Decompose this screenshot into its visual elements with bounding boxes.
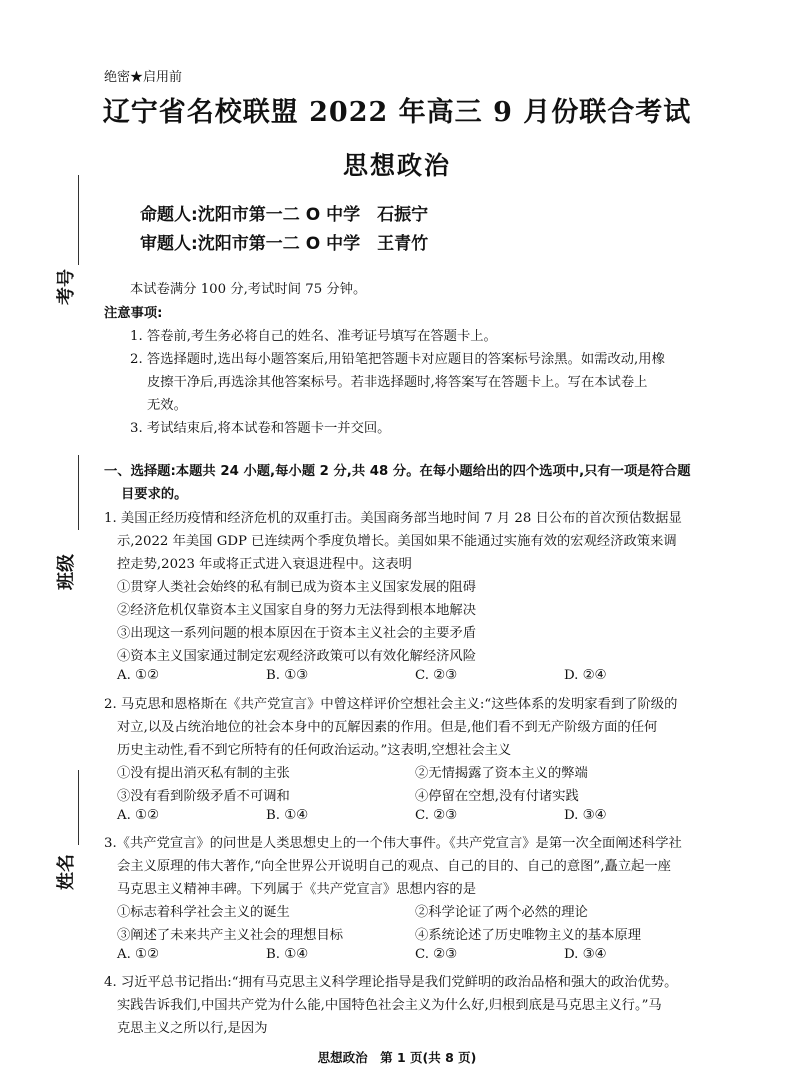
q1-choice-d: D. ②④	[564, 668, 607, 683]
q3-stem-3: 马克思主义精神丰碑。下列属于《共产党宣言》思想内容的是	[117, 882, 477, 897]
q1-item-4: ④资本主义国家通过制定宏观经济政策可以有效化解经济风险	[117, 649, 477, 664]
q2-stem-3: 历史主动性,看不到它所特有的任何政治运动。”这表明,空想社会主义	[117, 743, 512, 758]
score-info: 本试卷满分 100 分,考试时间 75 分钟。	[130, 282, 367, 297]
q3-item-4: ④系统论述了历史唯物主义的基本原理	[415, 928, 642, 943]
q1-choice-c: C. ②③	[415, 668, 457, 683]
exam-title: 辽宁省名校联盟 2022 年高三 9 月份联合考试	[102, 97, 692, 128]
q3-stem-1: 3.《共产党宣言》的问世是人类思想史上的一个伟大事件。《共产党宣言》是第一次全面阐述科学社	[104, 836, 682, 851]
q2-stem-1: 2. 马克思和恩格斯在《共产党宣言》中曾这样评价空想社会主义:“这些体系的发明家看到了阶级的	[104, 697, 678, 712]
q3-choice-d: D. ③④	[564, 947, 607, 962]
reviewer-line: 审题人:沈阳市第一二 O 中学 王青竹	[140, 234, 429, 254]
class-label: 班级	[56, 554, 77, 590]
q3-choice-a: A. ①②	[117, 947, 159, 962]
subject-title: 思想政治	[342, 151, 451, 180]
q1-stem-2: 示,2022 年美国 GDP 已连续两个季度负增长。美国如果不能通过实施有效的宏观经济政策来调	[117, 534, 677, 549]
q3-item-2: ②科学论证了两个必然的理论	[415, 905, 588, 920]
q2-choice-a: A. ①②	[117, 808, 159, 823]
q2-item-4: ④停留在空想,没有付诸实践	[415, 789, 579, 804]
page-footer: 思想政治 第 1 页(共 8 页)	[317, 1050, 477, 1065]
q3-choice-c: C. ②③	[415, 947, 457, 962]
q3-stem-2: 会主义原理的伟大著作,“向全世界公开说明自己的观点、自己的目的、自己的意图”,矗立起一座	[117, 859, 671, 874]
notice-2: 2. 答选择题时,选出每小题答案后,用铅笔把答题卡对应题目的答案标号涂黑。如需改动,用橡	[130, 352, 665, 367]
q1-stem-3: 控走势,2023 年或将正式进入衰退进程中。这表明	[117, 557, 412, 572]
q1-stem-1: 1. 美国正经历疫情和经济危机的双重打击。美国商务部当地时间 7 月 28 日公布的首次预估数据显	[104, 511, 682, 526]
q2-item-3: ③没有看到阶级矛盾不可调和	[117, 789, 290, 804]
q1-choice-b: B. ①③	[266, 668, 309, 683]
q1-item-3: ③出现这一系列问题的根本原因在于资本主义社会的主要矛盾	[117, 626, 477, 641]
notice-3: 3. 考试结束后,将本试卷和答题卡一并交回。	[130, 421, 391, 436]
q1-item-1: ①贯穿人类社会始终的私有制已成为资本主义国家发展的阻碍	[117, 580, 477, 595]
q1-choice-a: A. ①②	[117, 668, 159, 683]
exam-number-line	[78, 175, 79, 265]
class-line	[78, 455, 79, 530]
confidential-mark: 绝密★启用前	[104, 70, 183, 85]
name-line	[78, 770, 79, 845]
q2-choice-b: B. ①④	[266, 808, 309, 823]
exam-number-label: 考号	[56, 269, 77, 305]
q4-stem-3: 克思主义之所以行,是因为	[117, 1021, 268, 1036]
notice-title: 注意事项:	[104, 306, 163, 321]
q1-item-2: ②经济危机仅靠资本主义国家自身的努力无法得到根本地解决	[117, 603, 477, 618]
q4-stem-1: 4. 习近平总书记指出:“拥有马克思主义科学理论指导是我们党鲜明的政治品格和强大的政治优势。	[104, 975, 678, 990]
q2-item-2: ②无情揭露了资本主义的弊端	[415, 766, 588, 781]
notice-2-cont: 皮擦干净后,再选涂其他答案标号。若非选择题时,将答案写在答题卡上。写在本试卷上	[147, 375, 648, 390]
section-heading: 一、选择题:本题共 24 小题,每小题 2 分,共 48 分。在每小题给出的四个选项中,只有一项是符合题	[104, 464, 691, 479]
notice-2-end: 无效。	[147, 398, 187, 413]
notice-1: 1. 答卷前,考生务必将自己的姓名、准考证号填写在答题卡上。	[130, 329, 497, 344]
q2-choice-d: D. ③④	[564, 808, 607, 823]
author-line: 命题人:沈阳市第一二 O 中学 石振宁	[140, 205, 429, 225]
q3-item-1: ①标志着科学社会主义的诞生	[117, 905, 290, 920]
q2-choice-c: C. ②③	[415, 808, 457, 823]
name-label: 姓名	[56, 854, 77, 890]
q4-stem-2: 实践告诉我们,中国共产党为什么能,中国特色社会主义为什么好,归根到底是马克思主义行。”马	[117, 998, 662, 1013]
q2-item-1: ①没有提出消灭私有制的主张	[117, 766, 290, 781]
q3-choice-b: B. ①④	[266, 947, 309, 962]
q3-item-3: ③阐述了未来共产主义社会的理想目标	[117, 928, 344, 943]
q2-stem-2: 对立,以及占统治地位的社会本身中的瓦解因素的作用。但是,他们看不到无产阶级方面的任何	[117, 720, 658, 735]
section-heading-cont: 目要求的。	[121, 487, 188, 502]
